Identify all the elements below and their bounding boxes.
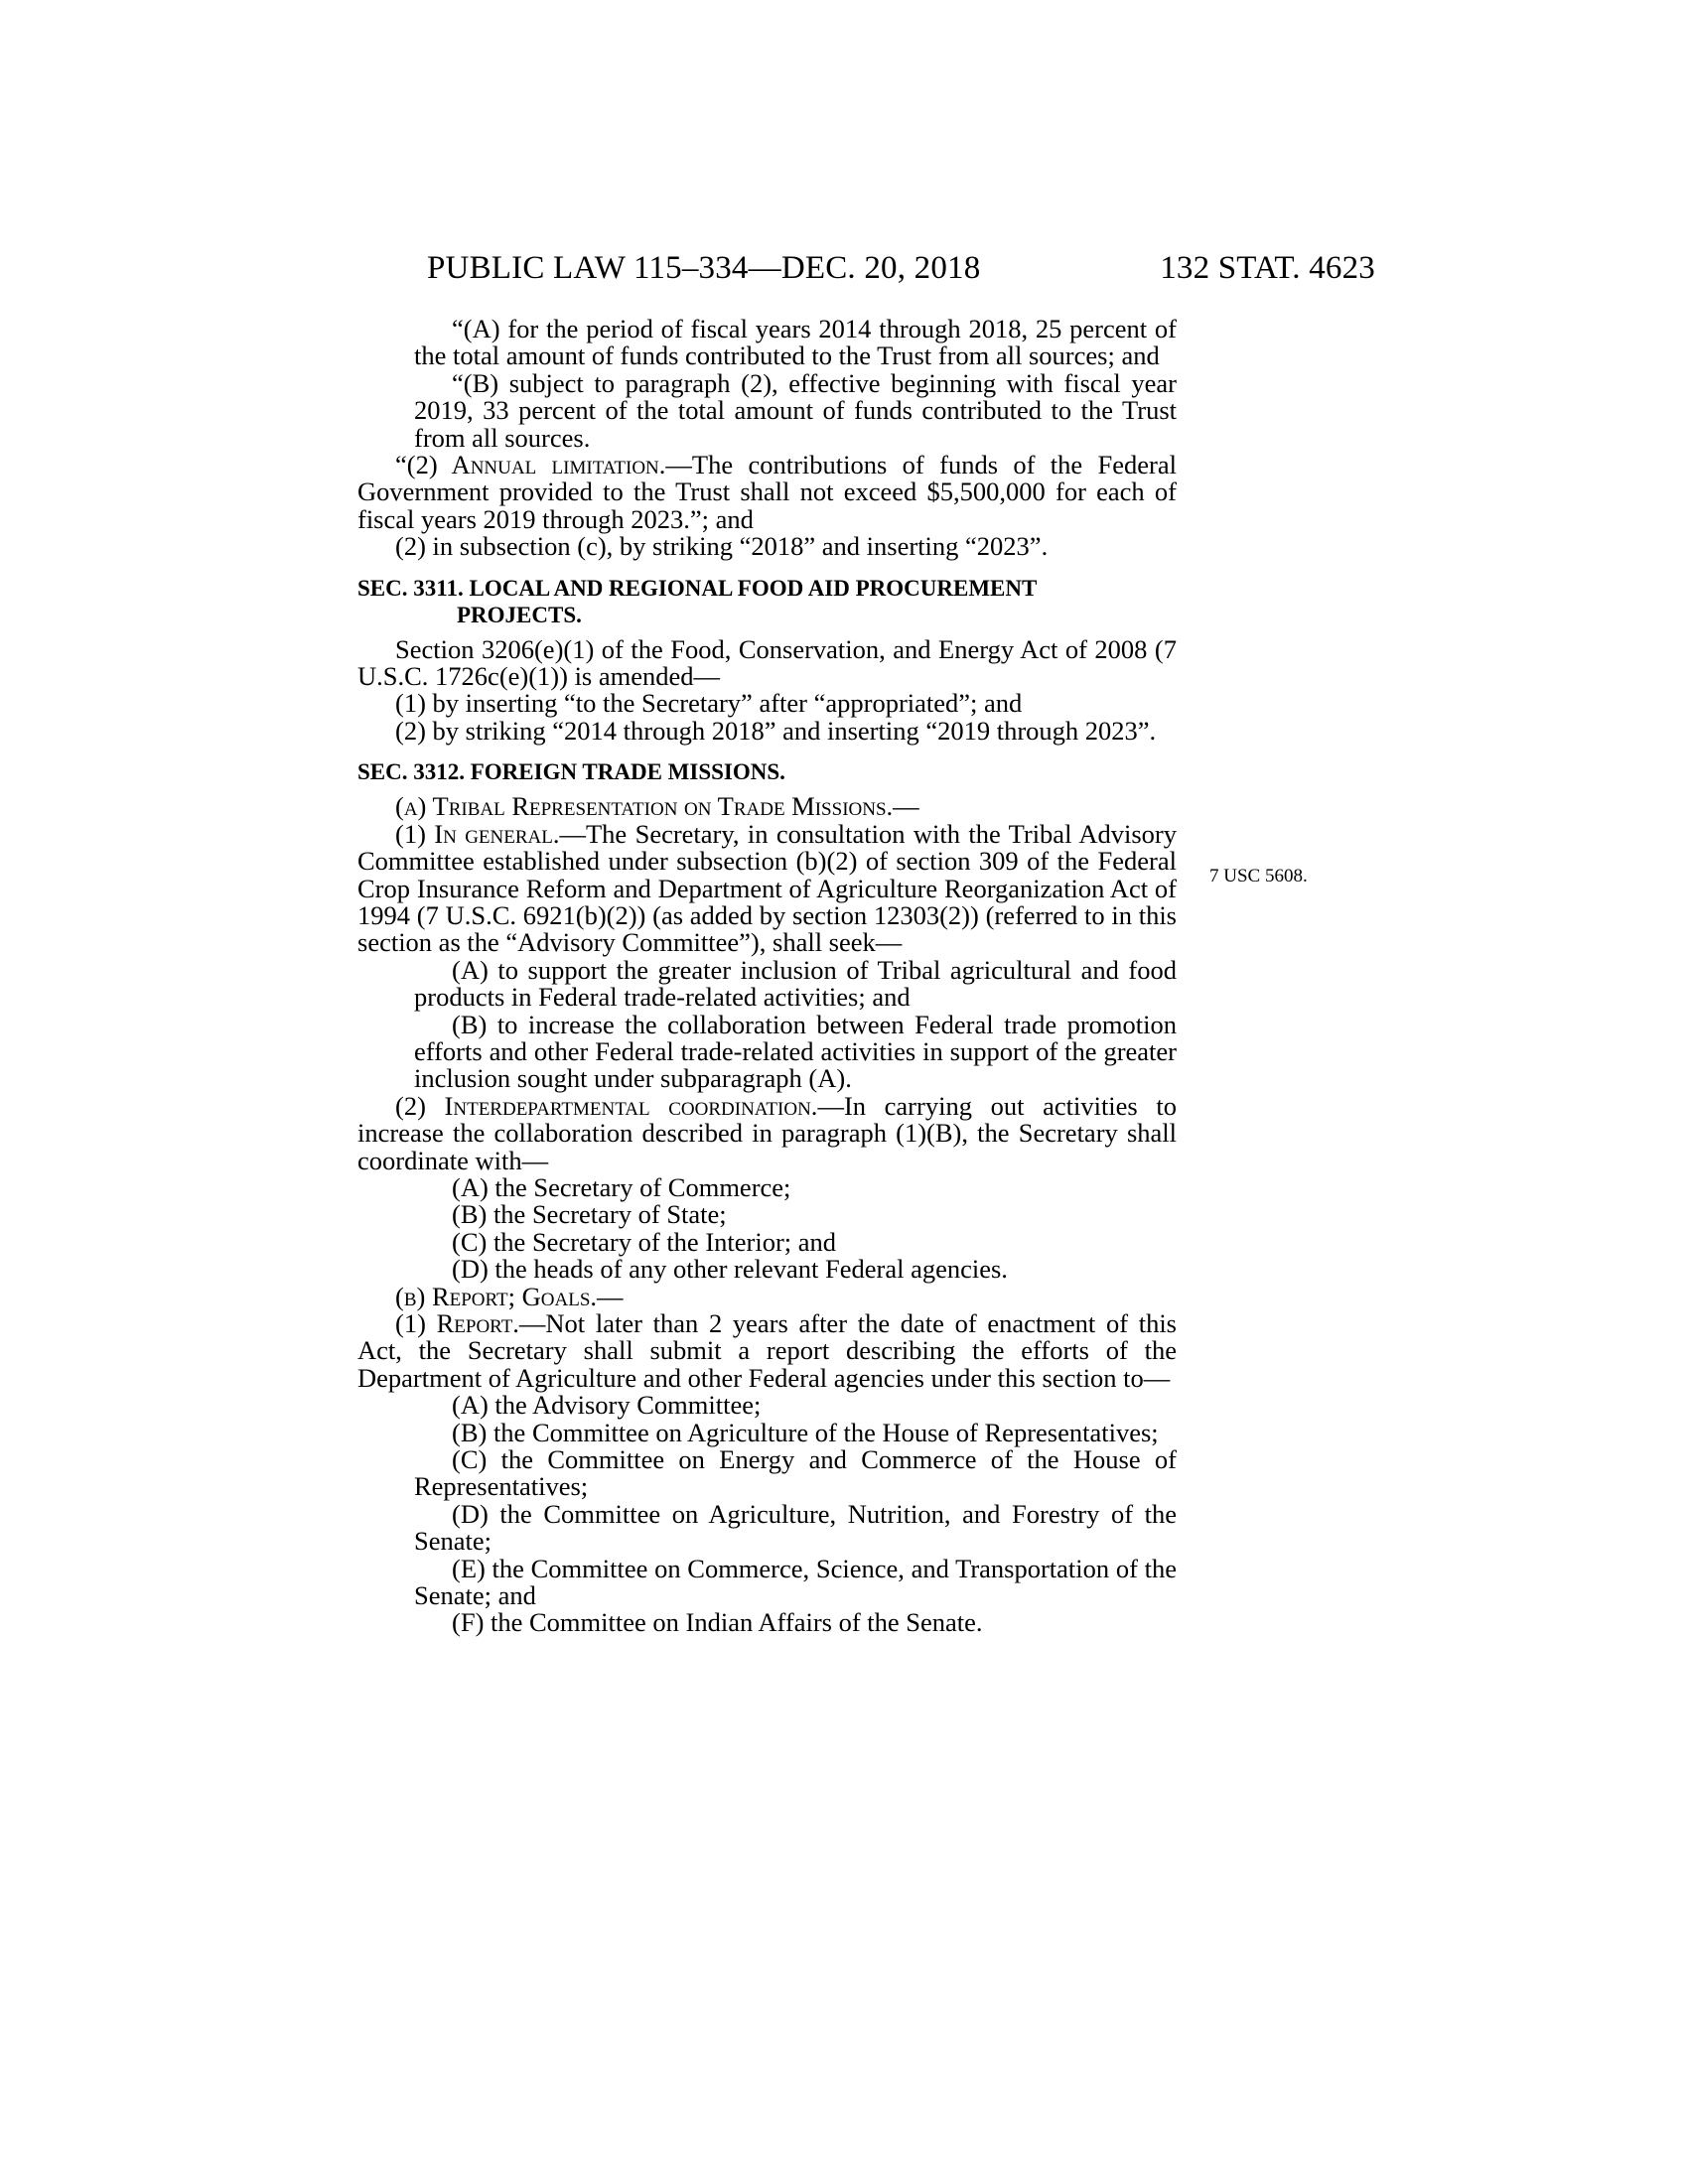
list-item: (A) the Secretary of Commerce; xyxy=(452,1171,791,1202)
paragraph-increase-collaboration: (B) to increase the collaboration between Federal trade promotion efforts and other Federal trade-related activities in support of the greater inclusion sought under subparagraph (A). xyxy=(414,1009,1177,1094)
paragraph-subsection-c: (2) in subsection (c), by striking “2018” and inserting “2023”. xyxy=(395,531,1049,562)
list-item: (E) the Committee on Commerce, Science, and Transportation of the Senate; and xyxy=(414,1553,1177,1611)
page-header xyxy=(427,248,1375,288)
list-item: (D) the heads of any other relevant Federal agencies. xyxy=(452,1254,1008,1285)
paragraph-report: (1) Report.—Not later than 2 years after the date of enactment of this Act, the Secretary shall submit a report describing the efforts of the Department of Agriculture and other Federal agencies under this section to— xyxy=(357,1308,1177,1393)
paragraph-heading: (b) Report; Goals. xyxy=(395,1281,598,1311)
paragraph-inserting-secretary: (1) by inserting “to the Secretary” after “appropriated”; and xyxy=(395,688,1023,719)
list-item: (D) the Committee on Agriculture, Nutrition, and Forestry of the Senate; xyxy=(414,1498,1177,1557)
list-item: (C) the Secretary of the Interior; and xyxy=(452,1226,837,1257)
paragraph-heading: (a) Tribal Representation on Trade Missions. xyxy=(395,791,894,822)
paragraph-heading: (2) Interdepartmental coordination. xyxy=(395,1090,818,1121)
stat-page-number: 132 STAT. 4623 xyxy=(1160,250,1375,286)
paragraph-tribal-representation: (a) Tribal Representation on Trade Missions.— xyxy=(395,791,919,822)
section-3311-heading: SEC. 3311. LOCAL AND REGIONAL FOOD AID PROCUREMENT PROJECTS. xyxy=(357,575,1038,627)
list-item: (B) the Committee on Agriculture of the House of Representatives; xyxy=(452,1417,1159,1447)
list-item: (A) the Advisory Committee; xyxy=(452,1390,762,1421)
paragraph-in-general: (1) In general.—The Secretary, in consultation with the Tribal Advisory Committee established under subsection (b)(2) of section 309 of the Federal Crop Insurance Reform and Department of Agriculture Reorganization Act of 1994 (7 U.S.C. 6921(b)(2)) (as added by section 12303(2)) (referred to in this section as the “Advisory Committee”), shall seek— xyxy=(357,818,1177,958)
paragraph-section-3206: Section 3206(e)(1) of the Food, Conservation, and Energy Act of 2008 (7 U.S.C. 1726c(e)(1)) is amended— xyxy=(357,633,1177,692)
page-title: PUBLIC LAW 115–334—DEC. 20, 2018 xyxy=(427,250,981,286)
paragraph-annual-limitation: “(2) Annual limitation.—The contributions of funds of the Federal Government provided to the Trust shall not exceed $5,500,000 for each of fiscal years 2019 through 2023.”; and xyxy=(357,450,1177,534)
list-item: (C) the Committee on Energy and Commerce of the House of Representatives; xyxy=(414,1444,1177,1502)
margin-note-usc: 7 USC 5608. xyxy=(1209,866,1308,887)
list-item: (F) the Committee on Indian Affairs of the Senate. xyxy=(452,1607,983,1638)
paragraph-heading: (1) In general. xyxy=(395,818,560,849)
paragraph-support-inclusion: (A) to support the greater inclusion of Tribal agricultural and food products in Federal trade-related activities; and xyxy=(414,954,1177,1013)
paragraph-heading: (1) Report. xyxy=(395,1308,519,1338)
paragraph-heading: “(2) Annual limitation. xyxy=(395,450,666,480)
paragraph-b-fiscal-2019: “(B) subject to paragraph (2), effective beginning with fiscal year 2019, 33 percent of the total amount of funds contributed to the Trust from all sources. xyxy=(414,367,1177,453)
paragraph-a-fiscal-2014: “(A) for the period of fiscal years 2014 through 2018, 25 percent of the total amount of funds contributed to the Trust from all sources; and xyxy=(414,314,1177,371)
list-item: (B) the Secretary of State; xyxy=(452,1199,727,1230)
section-3312-heading: SEC. 3312. FOREIGN TRADE MISSIONS. xyxy=(357,759,785,785)
paragraph-interdepartmental-coordination: (2) Interdepartmental coordination.—In carrying out activities to increase the collaboration described in paragraph (1)(B), the Secretary shall coordinate with— xyxy=(357,1090,1177,1175)
paragraph-report-goals: (b) Report; Goals.— xyxy=(395,1281,624,1311)
paragraph-striking-years: (2) by striking “2014 through 2018” and inserting “2019 through 2023”. xyxy=(395,715,1157,746)
document-body xyxy=(357,316,1177,1637)
